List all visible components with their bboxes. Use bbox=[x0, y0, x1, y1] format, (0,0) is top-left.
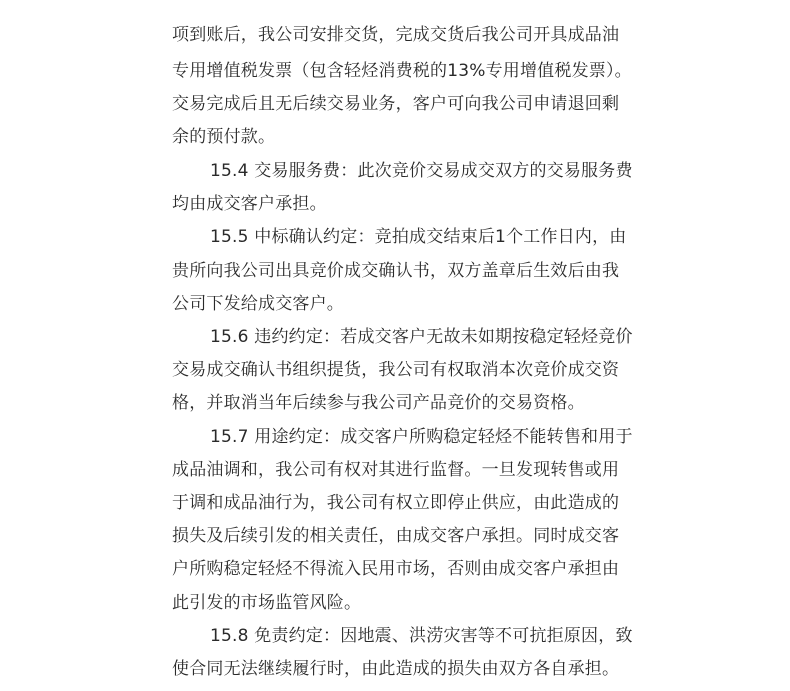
text-line: 于调和成品油行为，我公司有权立即停止供应，由此造成的 bbox=[172, 493, 620, 513]
text-line: 贵所向我公司出具竞价成交确认书，双方盖章后生效后由我 bbox=[172, 261, 620, 281]
text-line: 此引发的市场监管风险。 bbox=[172, 593, 362, 613]
clause-15-6-heading: 15.6 违约约定：若成交客户无故未如期按稳定轻烃竞价 bbox=[210, 327, 633, 347]
clause-15-8-heading: 15.8 免责约定：因地震、洪涝灾害等不可抗拒原因，致 bbox=[210, 626, 633, 646]
text-line: 专用增值税发票（包含轻烃消费税的13%专用增值税发票）。 bbox=[172, 61, 632, 81]
text-line: 户所购稳定轻烃不得流入民用市场，否则由成交客户承担由 bbox=[172, 559, 620, 579]
text-line: 交易成交确认书组织提货，我公司有权取消本次竞价成交资 bbox=[172, 360, 620, 380]
text-line: 使合同无法继续履行时，由此造成的损失由双方各自承担。 bbox=[172, 659, 620, 679]
clause-15-7-heading: 15.7 用途约定：成交客户所购稳定轻烃不能转售和用于 bbox=[210, 427, 633, 447]
text-line: 损失及后续引发的相关责任，由成交客户承担。同时成交客 bbox=[172, 526, 620, 546]
clause-15-4-heading: 15.4 交易服务费：此次竞价交易成交双方的交易服务费 bbox=[210, 161, 633, 181]
text-line: 公司下发给成交客户。 bbox=[172, 294, 344, 314]
text-line: 均由成交客户承担。 bbox=[172, 194, 327, 214]
text-line: 交易完成后且无后续交易业务，客户可向我公司申请退回剩 bbox=[172, 94, 620, 114]
text-line: 格，并取消当年后续参与我公司产品竞价的交易资格。 bbox=[172, 393, 585, 413]
clause-15-5-heading: 15.5 中标确认约定：竞拍成交结束后1个工作日内，由 bbox=[210, 227, 627, 247]
text-line: 项到账后，我公司安排交货，完成交货后我公司开具成品油 bbox=[172, 25, 620, 45]
text-line: 余的预付款。 bbox=[172, 127, 276, 147]
text-line: 成品油调和，我公司有权对其进行监督。一旦发现转售或用 bbox=[172, 460, 620, 480]
